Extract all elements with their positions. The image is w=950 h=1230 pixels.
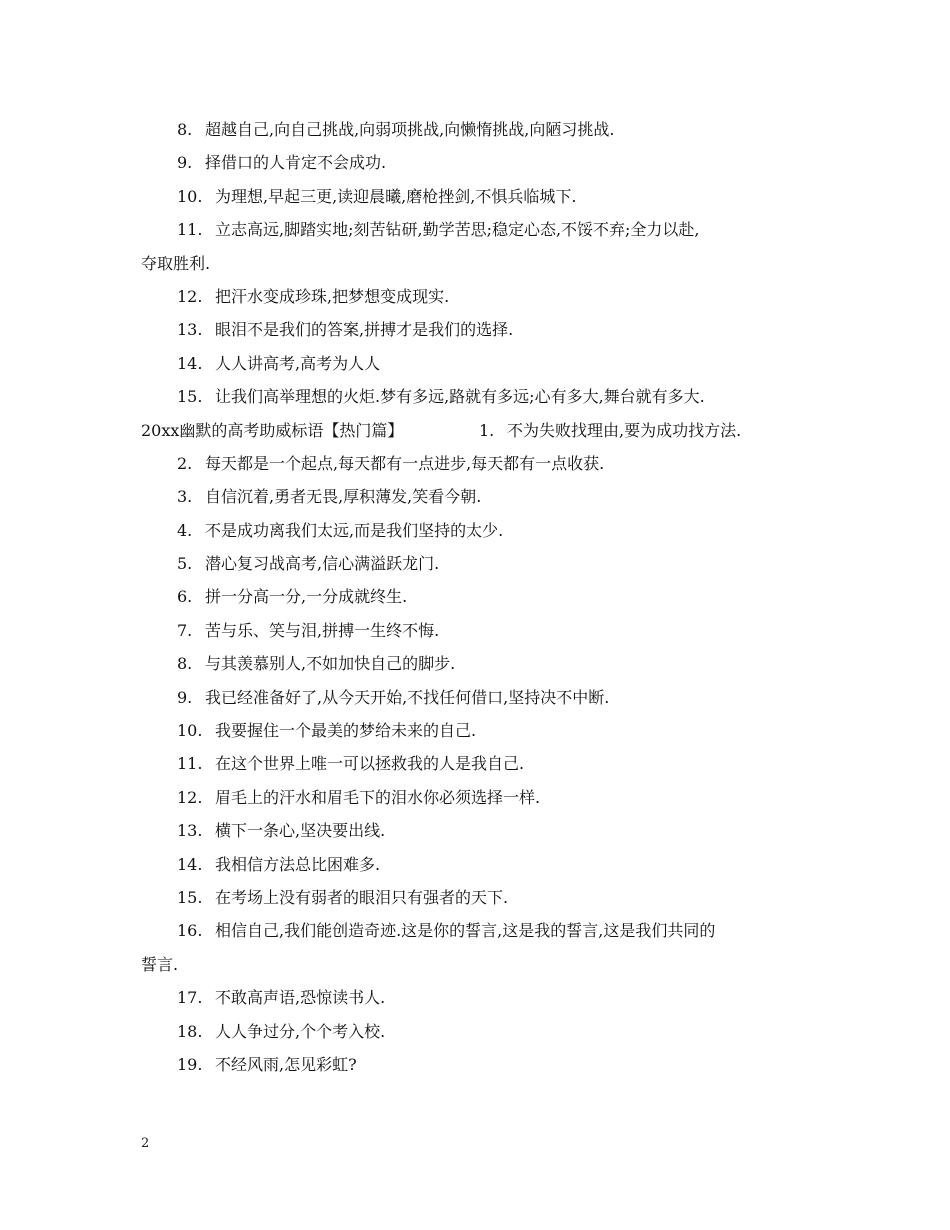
- item-number: 14.: [177, 854, 203, 874]
- list-item: [141, 113, 821, 146]
- item-number: 9.: [177, 687, 193, 707]
- item-number: 14.: [177, 353, 203, 373]
- item-number: 1.: [479, 420, 495, 440]
- list-item-continuation: 誓言.: [141, 954, 179, 974]
- item-number: 6.: [177, 587, 193, 607]
- item-text: 不敢高声语,恐惊读书人.: [215, 988, 386, 1008]
- item-text: 眼泪不是我们的答案,拼搏才是我们的选择.: [215, 320, 514, 340]
- item-number: 12.: [177, 787, 203, 807]
- list-item: [141, 547, 821, 580]
- list-item: [141, 681, 821, 714]
- list-item: [141, 146, 821, 179]
- item-number: 10.: [177, 721, 203, 741]
- list-item: [141, 280, 821, 313]
- item-text: 在这个世界上唯一可以拯救我的人是我自己.: [215, 754, 525, 774]
- item-text: 我相信方法总比困难多.: [215, 854, 381, 874]
- section-heading-line: [141, 414, 821, 447]
- item-text: 在考场上没有弱者的眼泪只有强者的天下.: [215, 887, 509, 907]
- item-text: 潜心复习战高考,信心满溢跃龙门.: [205, 554, 440, 574]
- list-item: [141, 747, 821, 780]
- item-number: 13.: [177, 320, 203, 340]
- item-text: 相信自己,我们能创造奇迹.这是你的誓言,这是我的誓言,这是我们共同的: [215, 921, 716, 941]
- item-text: 苦与乐、笑与泪,拼搏一生终不悔.: [205, 620, 440, 640]
- item-number: 16.: [177, 921, 203, 941]
- list-item-continuation: 夺取胜利.: [141, 253, 211, 273]
- list-item: [141, 514, 821, 547]
- document-body: [141, 113, 821, 1081]
- item-number: 11.: [177, 754, 203, 774]
- item-text: 立志高远,脚踏实地;刻苦钻研,勤学苦思;稳定心态,不馁不弃;全力以赴,: [215, 220, 700, 240]
- item-text: 超越自己,向自己挑战,向弱项挑战,向懒惰挑战,向陋习挑战.: [205, 120, 615, 139]
- list-item: [141, 380, 821, 413]
- item-text: 择借口的人肯定不会成功.: [205, 153, 387, 173]
- list-item: [141, 814, 821, 847]
- list-item: [141, 914, 821, 947]
- item-text: 我已经准备好了,从今天开始,不找任何借口,坚持决不中断.: [205, 687, 610, 707]
- list-item: [141, 614, 821, 647]
- list-item: [141, 313, 821, 346]
- list-item: [141, 781, 821, 814]
- list-item: [141, 447, 821, 480]
- item-number: 17.: [177, 988, 203, 1008]
- item-number: 4.: [177, 520, 193, 540]
- item-number: 15.: [177, 887, 203, 907]
- list-item: [141, 647, 821, 680]
- list-item: [141, 1048, 821, 1081]
- list-item: [141, 881, 821, 914]
- item-number: 8.: [177, 654, 193, 674]
- item-number: 13.: [177, 821, 203, 841]
- item-number: 11.: [177, 220, 203, 240]
- item-text: 眉毛上的汗水和眉毛下的泪水你必须选择一样.: [215, 787, 541, 807]
- item-text: 我要握住一个最美的梦给未来的自己.: [215, 721, 477, 741]
- item-number: 3.: [177, 487, 193, 507]
- item-text: 与其羡慕别人,不如加快自己的脚步.: [205, 654, 456, 674]
- list-item: [141, 981, 821, 1014]
- item-number: 19.: [177, 1054, 203, 1074]
- item-text: 每天都是一个起点,每天都有一点进步,每天都有一点收获.: [205, 453, 605, 473]
- item-number: 7.: [177, 620, 193, 640]
- item-number: 18.: [177, 1021, 203, 1041]
- item-text: 不经风雨,怎见彩虹?: [215, 1054, 357, 1074]
- item-text: 让我们高举理想的火炬.梦有多远,路就有多远;心有多大,舞台就有多大.: [215, 387, 705, 407]
- item-text: 不为失败找理由,要为成功找方法.: [507, 420, 742, 440]
- item-number: 8.: [177, 120, 193, 139]
- item-text: 自信沉着,勇者无畏,厚积薄发,笑看今朝.: [205, 487, 482, 507]
- list-item: [141, 347, 821, 380]
- item-number: 10.: [177, 186, 203, 206]
- item-text: 拼一分高一分,一分成就终生.: [205, 587, 408, 607]
- list-item: [141, 180, 821, 213]
- list-item: [141, 480, 821, 513]
- item-number: 5.: [177, 554, 193, 574]
- list-item: [141, 714, 821, 747]
- item-text: 横下一条心,坚决要出线.: [215, 821, 386, 841]
- item-text: 为理想,早起三更,读迎晨曦,磨枪挫剑,不惧兵临城下.: [215, 186, 577, 206]
- list-item: [141, 848, 821, 881]
- item-text: 把汗水变成珍珠,把梦想变成现实.: [215, 286, 450, 306]
- section-heading: 20xx幽默的高考助威标语【热门篇】: [141, 420, 404, 440]
- item-number: 12.: [177, 286, 203, 306]
- item-number: 15.: [177, 387, 203, 407]
- page-number: 2: [141, 1136, 150, 1151]
- list-item: [141, 213, 821, 246]
- item-number: 9.: [177, 153, 193, 173]
- item-text: 不是成功离我们太远,而是我们坚持的太少.: [205, 520, 504, 540]
- item-text: 人人讲高考,高考为人人: [215, 353, 381, 373]
- item-text: 人人争过分,个个考入校.: [215, 1021, 386, 1041]
- item-number: 2.: [177, 453, 193, 473]
- list-item: [141, 1015, 821, 1048]
- list-item: [141, 580, 821, 613]
